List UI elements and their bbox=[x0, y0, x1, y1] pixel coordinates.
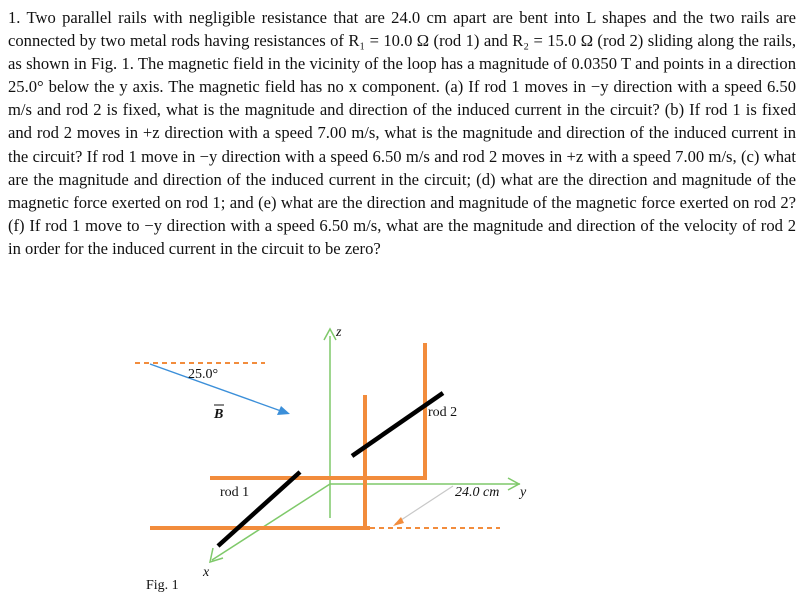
axis-z-label: z bbox=[336, 325, 342, 340]
figure-fig1 bbox=[0, 318, 802, 602]
spacing-indicator bbox=[395, 486, 453, 524]
rod-1 bbox=[218, 472, 300, 546]
problem-number: 1. bbox=[8, 8, 21, 27]
axis-x-label: x bbox=[203, 565, 210, 580]
problem-text bbox=[8, 6, 796, 260]
figure-caption: Fig. 1 bbox=[146, 578, 179, 593]
spacing-arrowhead bbox=[393, 517, 404, 526]
problem-body: Two parallel rails with negligible resistance that are 24.0 cm apart are bent into L shapes and the two rails are connected by two metal rods having resistances of R₁ = 10.0 Ω (rod 1) and R₂ = 15.0 Ω (rod 2) sliding along the rails, as shown in Fig. 1. The magnetic field in the vicinity of the loop has a magnitude of 0.0350 T and points in a direction 25.0° below the y axis. The magnetic field has no x component. (a) If rod 1 moves in −y direction with a speed 6.50 m/s and rod 2 is fixed, what is the magnitude and direction of the induced current in the circuit? (b) If rod 1 is fixed and rod 2 moves in +z direction with a speed 7.00 m/s, what is the magnitude and direction of the induced current in the circuit? If rod 1 move in −y direction with a speed 6.50 m/s and rod 2 moves in +z with a speed 7.00 m/s, (c) what are the magnitude and direction of the induced current in the circuit; (d) what are the direction and magnitude of the magnetic force exerted on rod 1; and (e) what are the direction and magnitude of the magnetic force exerted on rod 2? (f) If rod 1 move to −y direction with a speed 6.50 m/s, what are the magnitude and direction of the velocity of rod 2 in order for the induced current in the circuit to be zero? bbox=[8, 8, 796, 258]
rod2-label: rod 2 bbox=[428, 405, 458, 420]
rod1-label: rod 1 bbox=[220, 485, 250, 500]
spacing-label: 24.0 cm bbox=[455, 485, 500, 500]
angle-label: 25.0° bbox=[188, 367, 219, 382]
axis-y-label: y bbox=[520, 485, 527, 500]
field-label: B bbox=[214, 407, 224, 422]
